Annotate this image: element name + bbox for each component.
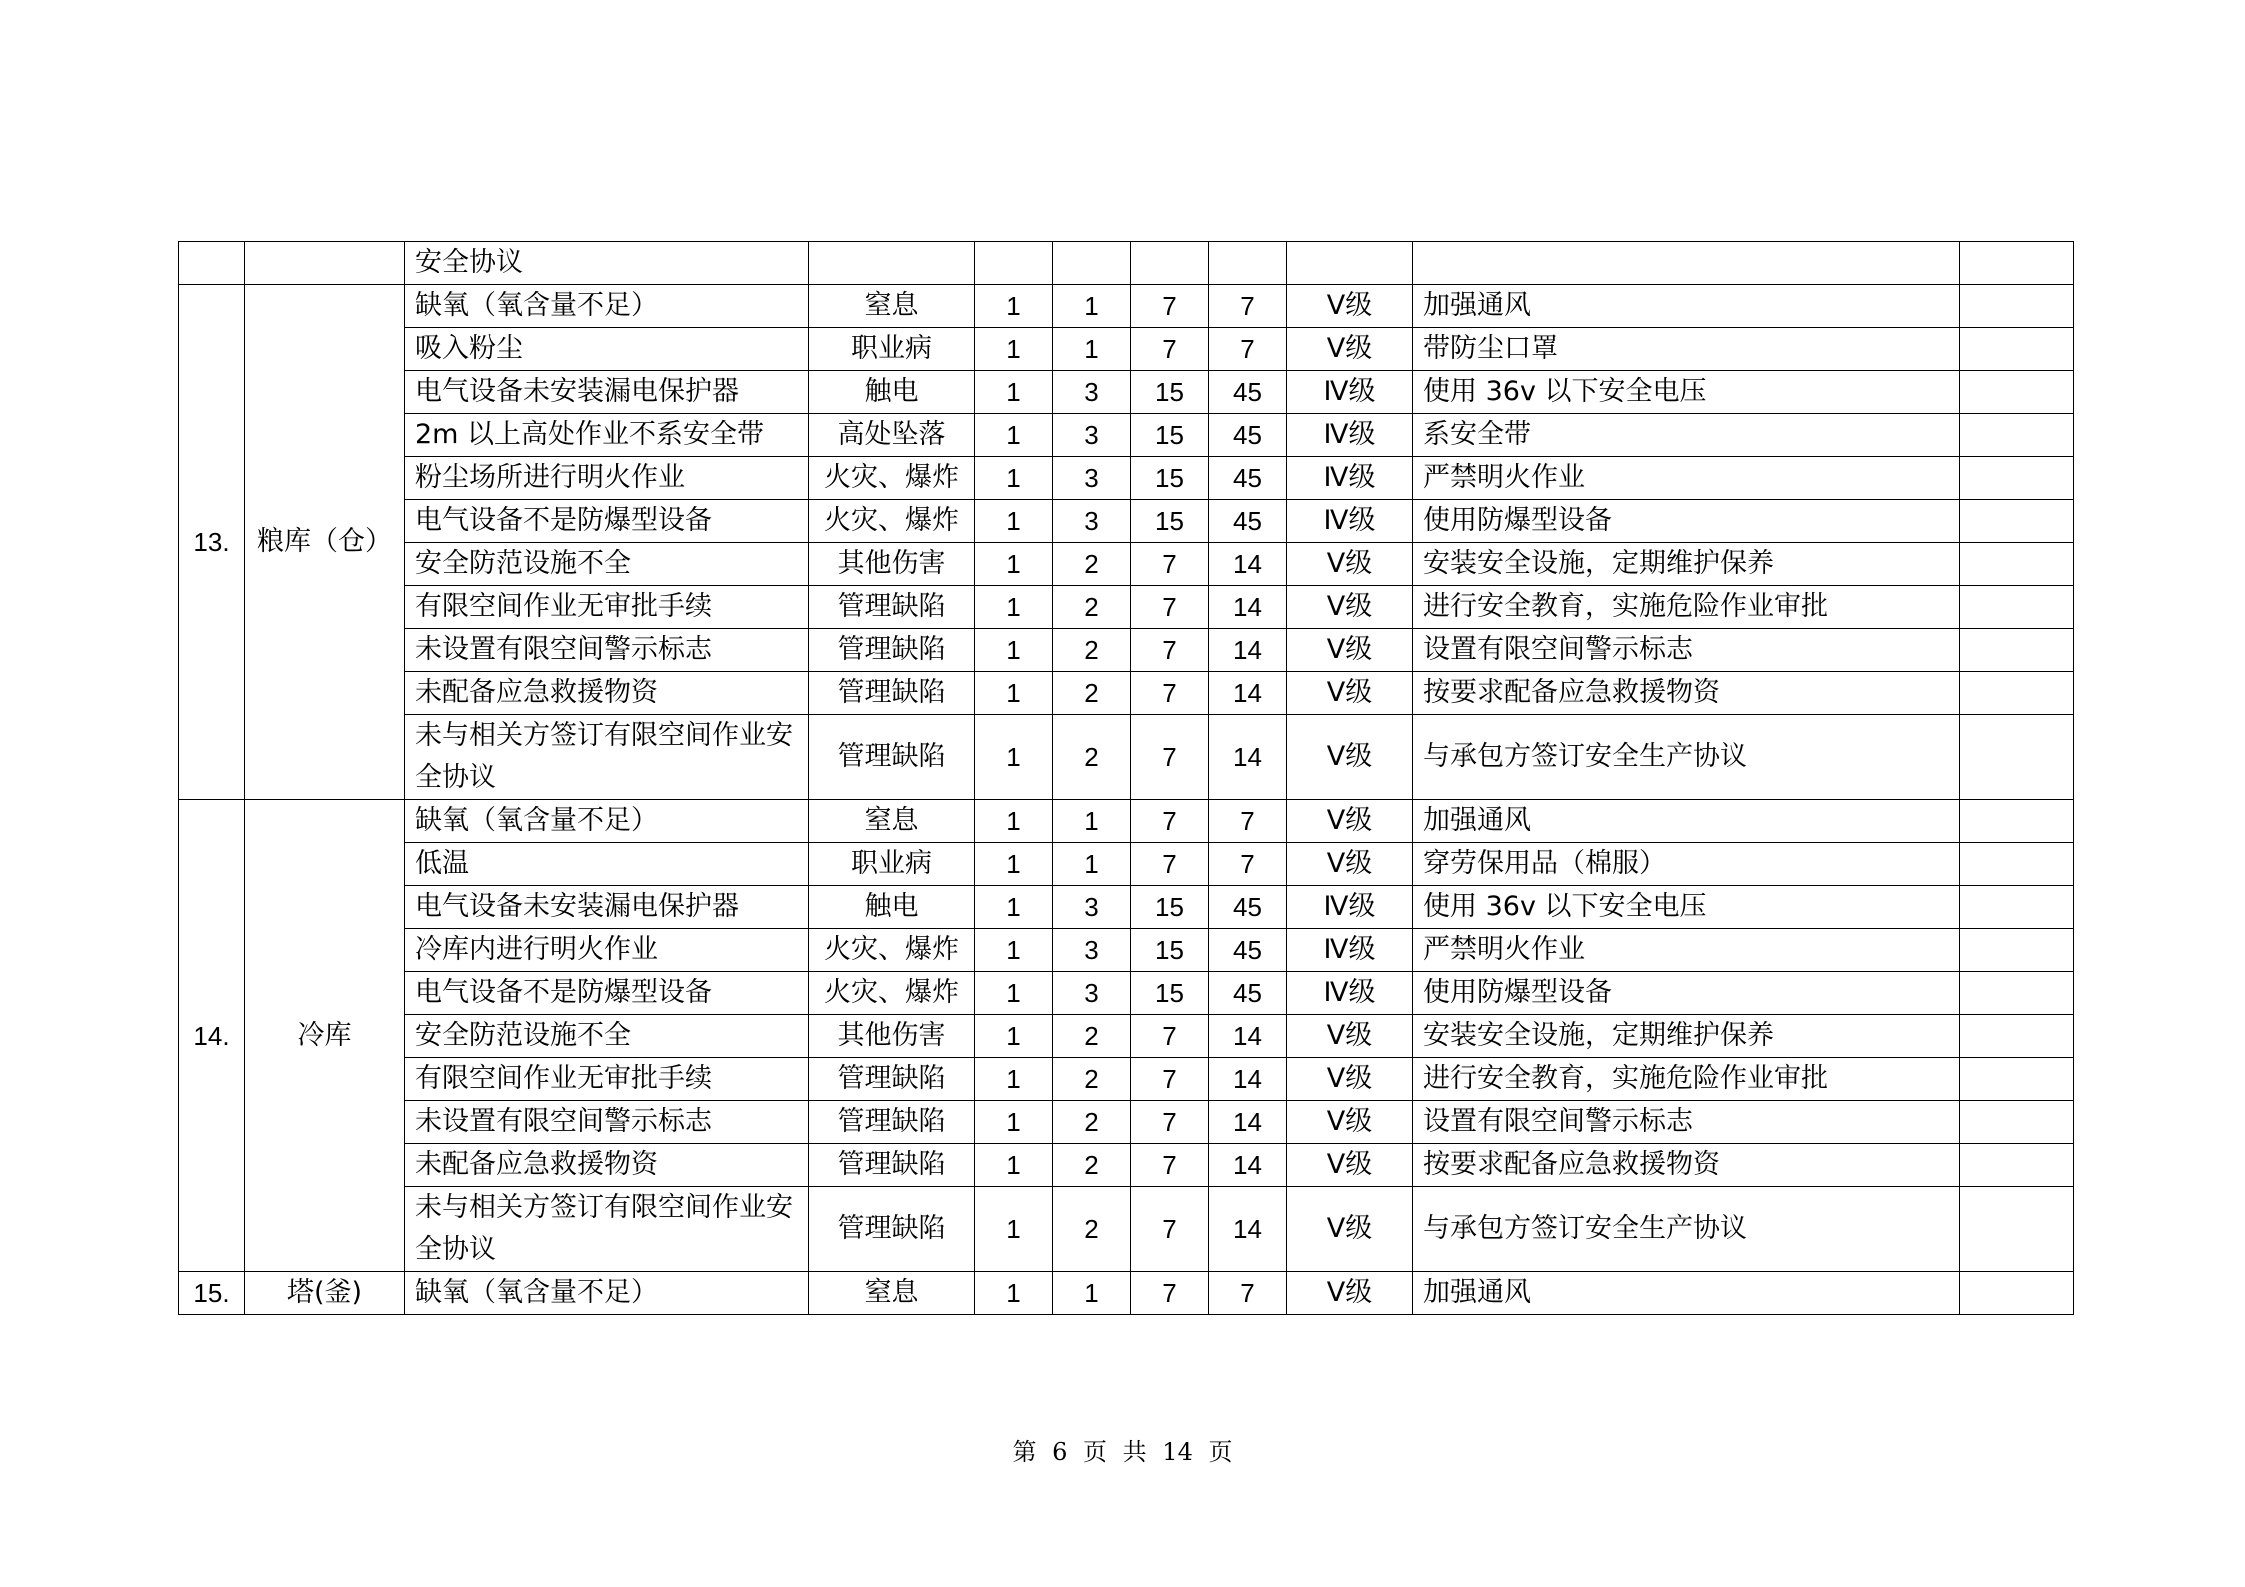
cell-hazard: 2m 以上高处作业不系安全带: [405, 414, 809, 457]
table-row: [179, 285, 2074, 328]
cell-risk-level: Ⅴ级: [1287, 1272, 1413, 1315]
cell-risk-score: 7: [1209, 843, 1287, 886]
cell-likelihood: 1: [975, 371, 1053, 414]
cell-location: 冷库: [245, 800, 405, 1272]
cell-exposure: 2: [1053, 1187, 1131, 1272]
cell-likelihood: 1: [975, 1015, 1053, 1058]
cell-remark: [1960, 800, 2074, 843]
cell-risk-level: Ⅳ级: [1287, 886, 1413, 929]
cell-remark: [1960, 543, 2074, 586]
cell-exposure: 2: [1053, 715, 1131, 800]
cell-consequence: 7: [1131, 800, 1209, 843]
cell-accident: 其他伤害: [809, 1015, 975, 1058]
table-row: [179, 1272, 2074, 1315]
cell-risk-level: Ⅳ级: [1287, 371, 1413, 414]
cell-risk-level: Ⅳ级: [1287, 929, 1413, 972]
cell-risk-level: Ⅴ级: [1287, 672, 1413, 715]
cell-likelihood: 1: [975, 1101, 1053, 1144]
cell-c: [1131, 242, 1209, 285]
cell-risk-score: 14: [1209, 1144, 1287, 1187]
cell-control-measure: 加强通风: [1413, 285, 1960, 328]
cell-accident: [809, 242, 975, 285]
cell-remark: [1960, 1144, 2074, 1187]
table-row: [179, 371, 2074, 414]
risk-assessment-table: [178, 241, 2074, 1315]
table-row: [179, 414, 2074, 457]
table-row: [179, 972, 2074, 1015]
cell-control-measure: 进行安全教育，实施危险作业审批: [1413, 1058, 1960, 1101]
cell-hazard: 粉尘场所进行明火作业: [405, 457, 809, 500]
cell-risk-score: 45: [1209, 371, 1287, 414]
cell-hazard: 缺氧（氧含量不足）: [405, 800, 809, 843]
cell-accident: 窒息: [809, 1272, 975, 1315]
continuation-row: [179, 242, 2074, 285]
cell-consequence: 15: [1131, 972, 1209, 1015]
cell-consequence: 7: [1131, 285, 1209, 328]
cell-risk-level: Ⅴ级: [1287, 1101, 1413, 1144]
cell-hazard: 未与相关方签订有限空间作业安全协议: [405, 1187, 809, 1272]
cell-accident: 火灾、爆炸: [809, 972, 975, 1015]
cell-consequence: 7: [1131, 1144, 1209, 1187]
cell-likelihood: 1: [975, 457, 1053, 500]
cell-hazard: 未配备应急救援物资: [405, 672, 809, 715]
cell-exposure: 2: [1053, 629, 1131, 672]
cell-remark: [1960, 457, 2074, 500]
cell-risk-level: Ⅳ级: [1287, 972, 1413, 1015]
cell-exposure: 1: [1053, 800, 1131, 843]
cell-likelihood: 1: [975, 715, 1053, 800]
cell-remark: [1960, 1272, 2074, 1315]
cell-remark: [1960, 1101, 2074, 1144]
table-row: [179, 1187, 2074, 1272]
cell-exposure: 3: [1053, 371, 1131, 414]
table-row: [179, 843, 2074, 886]
cell-accident: 窒息: [809, 285, 975, 328]
cell-control-measure: 严禁明火作业: [1413, 929, 1960, 972]
page-footer: 第 6 页 共 14 页: [1012, 1438, 1233, 1466]
cell-risk-score: 45: [1209, 886, 1287, 929]
cell-control-measure: 系安全带: [1413, 414, 1960, 457]
cell-accident: 触电: [809, 886, 975, 929]
cell-remark: [1960, 328, 2074, 371]
cell-hazard: 低温: [405, 843, 809, 886]
cell-hazard: 有限空间作业无审批手续: [405, 586, 809, 629]
cell-consequence: 15: [1131, 457, 1209, 500]
cell-control-measure: 使用防爆型设备: [1413, 972, 1960, 1015]
cell-exposure: 2: [1053, 586, 1131, 629]
cell-risk-level: Ⅴ级: [1287, 586, 1413, 629]
cell-control-measure: 使用 36v 以下安全电压: [1413, 886, 1960, 929]
table-body: [179, 242, 2074, 1315]
cell-likelihood: 1: [975, 1058, 1053, 1101]
table-row: [179, 328, 2074, 371]
cell-exposure: 3: [1053, 414, 1131, 457]
cell-risk-level: Ⅳ级: [1287, 500, 1413, 543]
cell-consequence: 7: [1131, 715, 1209, 800]
cell-item-number: 14.: [179, 800, 245, 1272]
cell-hazard: 电气设备不是防爆型设备: [405, 972, 809, 1015]
cell-hazard: 缺氧（氧含量不足）: [405, 1272, 809, 1315]
cell-risk-score: 7: [1209, 800, 1287, 843]
cell-exposure: 1: [1053, 1272, 1131, 1315]
cell-control-measure: 安装安全设施，定期维护保养: [1413, 1015, 1960, 1058]
cell-risk-score: 45: [1209, 972, 1287, 1015]
cell-hazard: 冷库内进行明火作业: [405, 929, 809, 972]
cell-accident: 管理缺陷: [809, 1058, 975, 1101]
cell-accident: 触电: [809, 371, 975, 414]
cell-accident: 火灾、爆炸: [809, 457, 975, 500]
cell-consequence: 7: [1131, 672, 1209, 715]
cell-control-measure: 按要求配备应急救援物资: [1413, 672, 1960, 715]
cell-risk-level: Ⅴ级: [1287, 629, 1413, 672]
cell-likelihood: 1: [975, 929, 1053, 972]
table-row: [179, 715, 2074, 800]
cell-exposure: 2: [1053, 1058, 1131, 1101]
cell-control-measure: 与承包方签订安全生产协议: [1413, 1187, 1960, 1272]
cell-control-measure: 使用 36v 以下安全电压: [1413, 371, 1960, 414]
cell-likelihood: 1: [975, 1144, 1053, 1187]
cell-risk-score: 14: [1209, 629, 1287, 672]
cell-e: [1053, 242, 1131, 285]
table-row: [179, 800, 2074, 843]
cell-risk-score: 14: [1209, 715, 1287, 800]
cell-hazard: 电气设备不是防爆型设备: [405, 500, 809, 543]
cell-risk-level: Ⅴ级: [1287, 1187, 1413, 1272]
cell-consequence: 7: [1131, 1187, 1209, 1272]
cell-exposure: 1: [1053, 843, 1131, 886]
cell-accident: 管理缺陷: [809, 715, 975, 800]
cell-remark: [1960, 242, 2074, 285]
cell-consequence: 7: [1131, 629, 1209, 672]
cell-accident: 管理缺陷: [809, 1187, 975, 1272]
table-row: [179, 629, 2074, 672]
cell-remark: [1960, 629, 2074, 672]
cell-accident: 高处坠落: [809, 414, 975, 457]
cell-remark: [1960, 929, 2074, 972]
cell-exposure: 3: [1053, 929, 1131, 972]
cell-exposure: 3: [1053, 500, 1131, 543]
cell-item-number: 13.: [179, 285, 245, 800]
cell-likelihood: 1: [975, 500, 1053, 543]
cell-risk-score: 7: [1209, 285, 1287, 328]
cell-remark: [1960, 843, 2074, 886]
cell-likelihood: 1: [975, 1272, 1053, 1315]
cell-likelihood: 1: [975, 1187, 1053, 1272]
cell-accident: 火灾、爆炸: [809, 929, 975, 972]
cell-control-measure: 按要求配备应急救援物资: [1413, 1144, 1960, 1187]
cell-likelihood: 1: [975, 543, 1053, 586]
cell-likelihood: 1: [975, 886, 1053, 929]
cell-d: [1209, 242, 1287, 285]
cell-measure: [1413, 242, 1960, 285]
cell-remark: [1960, 672, 2074, 715]
cell-exposure: 2: [1053, 543, 1131, 586]
cell-exposure: 3: [1053, 886, 1131, 929]
cell-remark: [1960, 1058, 2074, 1101]
cell-consequence: 7: [1131, 1101, 1209, 1144]
cell-consequence: 15: [1131, 929, 1209, 972]
cell-likelihood: 1: [975, 414, 1053, 457]
cell-accident: 职业病: [809, 843, 975, 886]
table-row: [179, 672, 2074, 715]
cell-location: 粮库（仓）: [245, 285, 405, 800]
cell-consequence: 7: [1131, 1272, 1209, 1315]
cell-hazard: 未与相关方签订有限空间作业安全协议: [405, 715, 809, 800]
cell-remark: [1960, 886, 2074, 929]
table-row: [179, 1144, 2074, 1187]
cell-exposure: 1: [1053, 285, 1131, 328]
cell-likelihood: 1: [975, 800, 1053, 843]
cell-hazard: 有限空间作业无审批手续: [405, 1058, 809, 1101]
cell-exposure: 2: [1053, 1144, 1131, 1187]
cell-likelihood: 1: [975, 672, 1053, 715]
cell-location: 塔(釜): [245, 1272, 405, 1315]
table-row: [179, 1101, 2074, 1144]
cell-consequence: 7: [1131, 1015, 1209, 1058]
table-row: [179, 1058, 2074, 1101]
table-row: [179, 886, 2074, 929]
cell-control-measure: 加强通风: [1413, 800, 1960, 843]
cell-remark: [1960, 586, 2074, 629]
cell-remark: [1960, 414, 2074, 457]
cell-hazard: 吸入粉尘: [405, 328, 809, 371]
cell-likelihood: 1: [975, 586, 1053, 629]
cell-risk-score: 45: [1209, 457, 1287, 500]
cell-remark: [1960, 500, 2074, 543]
cell-consequence: 7: [1131, 1058, 1209, 1101]
cell-exposure: 2: [1053, 1015, 1131, 1058]
cell-risk-score: 45: [1209, 500, 1287, 543]
table-row: [179, 1015, 2074, 1058]
cell-hazard: 电气设备未安装漏电保护器: [405, 886, 809, 929]
cell-control-measure: 安装安全设施，定期维护保养: [1413, 543, 1960, 586]
cell-remark: [1960, 1187, 2074, 1272]
cell-risk-level: Ⅴ级: [1287, 843, 1413, 886]
cell-risk-score: 45: [1209, 414, 1287, 457]
cell-risk-level: Ⅴ级: [1287, 1015, 1413, 1058]
cell-exposure: 2: [1053, 672, 1131, 715]
cell-likelihood: 1: [975, 972, 1053, 1015]
cell-item-number: 15.: [179, 1272, 245, 1315]
cell-risk-score: 14: [1209, 1101, 1287, 1144]
cell-risk-score: 14: [1209, 586, 1287, 629]
cell-l: [975, 242, 1053, 285]
table-row: [179, 929, 2074, 972]
cell-remark: [1960, 371, 2074, 414]
cell-risk-level: Ⅳ级: [1287, 414, 1413, 457]
cell-hazard: 未设置有限空间警示标志: [405, 1101, 809, 1144]
cell-risk-score: 14: [1209, 1015, 1287, 1058]
cell-control-measure: 加强通风: [1413, 1272, 1960, 1315]
cell-accident: 职业病: [809, 328, 975, 371]
cell-accident: 其他伤害: [809, 543, 975, 586]
cell-control-measure: 设置有限空间警示标志: [1413, 1101, 1960, 1144]
cell-accident: 管理缺陷: [809, 586, 975, 629]
cell-control-measure: 严禁明火作业: [1413, 457, 1960, 500]
cell-hazard: 安全协议: [405, 242, 809, 285]
cell-exposure: 1: [1053, 328, 1131, 371]
cell-hazard: 电气设备未安装漏电保护器: [405, 371, 809, 414]
table-row: [179, 543, 2074, 586]
cell-risk-score: 7: [1209, 328, 1287, 371]
table-row: [179, 500, 2074, 543]
cell-hazard: 未设置有限空间警示标志: [405, 629, 809, 672]
cell-hazard: 安全防范设施不全: [405, 1015, 809, 1058]
cell-hazard: 未配备应急救援物资: [405, 1144, 809, 1187]
cell-consequence: 15: [1131, 500, 1209, 543]
cell-accident: 管理缺陷: [809, 629, 975, 672]
cell-risk-score: 14: [1209, 1058, 1287, 1101]
cell-consequence: 15: [1131, 886, 1209, 929]
cell-risk-level: Ⅴ级: [1287, 1144, 1413, 1187]
cell-level: [1287, 242, 1413, 285]
cell-risk-level: Ⅴ级: [1287, 715, 1413, 800]
cell-consequence: 7: [1131, 843, 1209, 886]
cell-risk-level: Ⅴ级: [1287, 543, 1413, 586]
table-row: [179, 586, 2074, 629]
cell-likelihood: 1: [975, 843, 1053, 886]
cell-consequence: 7: [1131, 586, 1209, 629]
table-row: [179, 457, 2074, 500]
cell-risk-score: 14: [1209, 672, 1287, 715]
cell-risk-level: Ⅴ级: [1287, 800, 1413, 843]
cell-control-measure: 带防尘口罩: [1413, 328, 1960, 371]
cell-likelihood: 1: [975, 285, 1053, 328]
cell-no: [179, 242, 245, 285]
cell-risk-level: Ⅴ级: [1287, 1058, 1413, 1101]
cell-risk-score: 7: [1209, 1272, 1287, 1315]
cell-accident: 火灾、爆炸: [809, 500, 975, 543]
cell-likelihood: 1: [975, 629, 1053, 672]
cell-likelihood: 1: [975, 328, 1053, 371]
cell-consequence: 7: [1131, 543, 1209, 586]
cell-control-measure: 穿劳保用品（棉服）: [1413, 843, 1960, 886]
cell-risk-level: Ⅳ级: [1287, 457, 1413, 500]
cell-accident: 管理缺陷: [809, 672, 975, 715]
cell-accident: 窒息: [809, 800, 975, 843]
cell-remark: [1960, 972, 2074, 1015]
cell-remark: [1960, 715, 2074, 800]
cell-accident: 管理缺陷: [809, 1144, 975, 1187]
cell-location: [245, 242, 405, 285]
cell-hazard: 安全防范设施不全: [405, 543, 809, 586]
cell-consequence: 15: [1131, 414, 1209, 457]
cell-hazard: 缺氧（氧含量不足）: [405, 285, 809, 328]
cell-remark: [1960, 1015, 2074, 1058]
cell-accident: 管理缺陷: [809, 1101, 975, 1144]
cell-remark: [1960, 285, 2074, 328]
cell-exposure: 2: [1053, 1101, 1131, 1144]
cell-control-measure: 使用防爆型设备: [1413, 500, 1960, 543]
cell-consequence: 15: [1131, 371, 1209, 414]
cell-risk-score: 14: [1209, 1187, 1287, 1272]
cell-exposure: 3: [1053, 972, 1131, 1015]
cell-risk-score: 45: [1209, 929, 1287, 972]
cell-risk-score: 14: [1209, 543, 1287, 586]
cell-exposure: 3: [1053, 457, 1131, 500]
cell-risk-level: Ⅴ级: [1287, 328, 1413, 371]
cell-consequence: 7: [1131, 328, 1209, 371]
cell-control-measure: 进行安全教育，实施危险作业审批: [1413, 586, 1960, 629]
cell-risk-level: Ⅴ级: [1287, 285, 1413, 328]
cell-control-measure: 设置有限空间警示标志: [1413, 629, 1960, 672]
cell-control-measure: 与承包方签订安全生产协议: [1413, 715, 1960, 800]
